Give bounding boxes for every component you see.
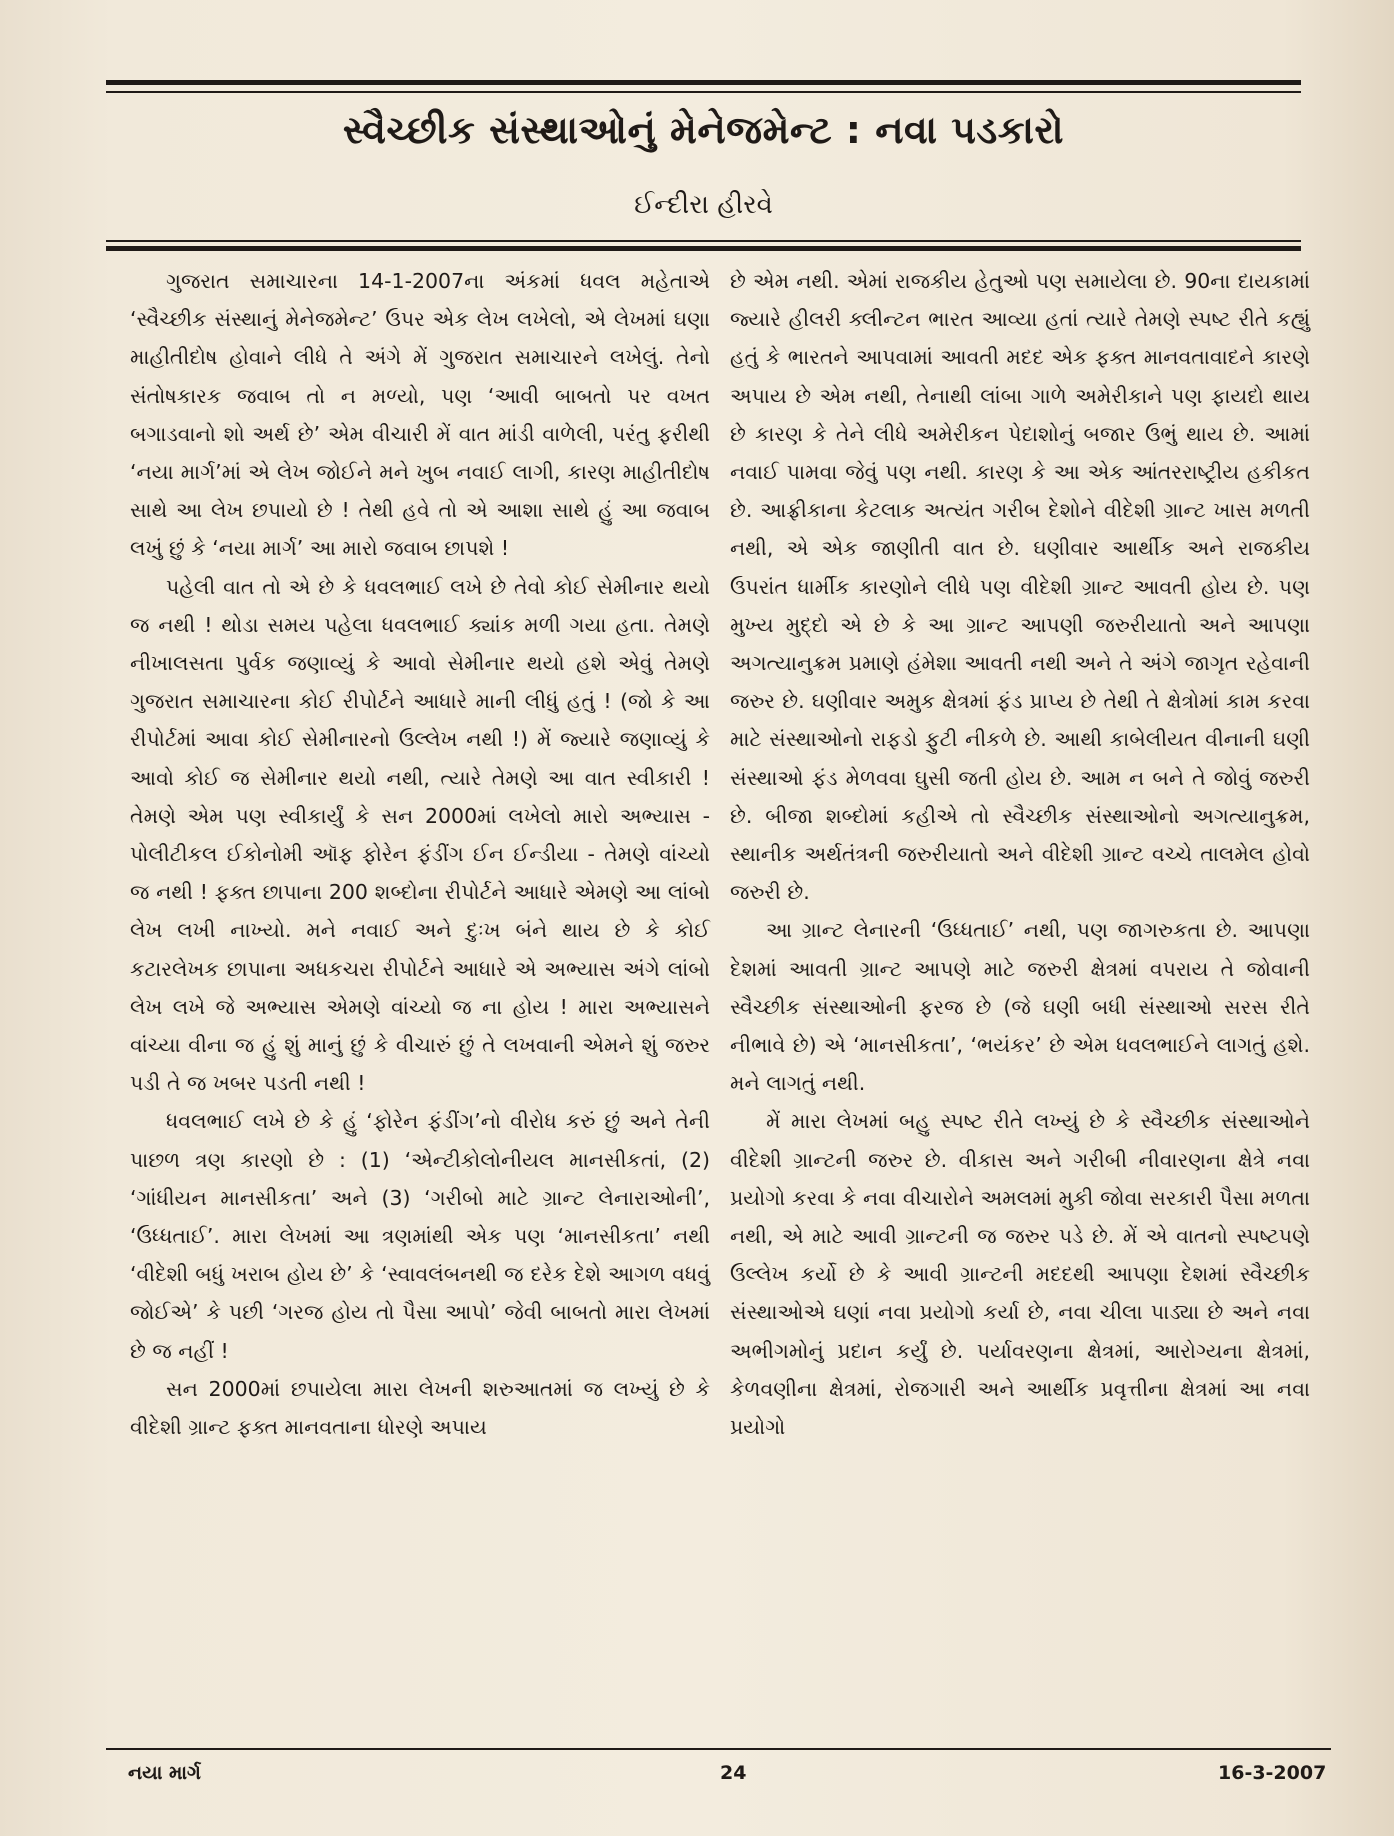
page-number: 24 (720, 1762, 747, 1784)
article-author: ઈન્દીરા હીરવે (634, 190, 773, 220)
header-rule-thin (106, 240, 1301, 242)
top-rule-thick (106, 80, 1301, 85)
footer-date: 16-3-2007 (1218, 1762, 1327, 1784)
paragraph: છે એમ નથી. એમાં રાજકીય હેતુઓ પણ સમાયેલા છે. 90ના દાયકામાં જ્યારે હીલરી ક્લીન્ટન ભારત આવ્યા હતાં ત્યારે તેમણે સ્પષ્ટ રીતે કહ્યું હતું કે ભારતને આપવામાં આવતી મદદ એક ફક્ત માનવતાવાદને કારણે અપાય છે એમ નથી, તેનાથી લાંબા ગાળે અમેરીકાને પણ ફાયદો થાય છે કારણ કે તેને લીધે અમેરીકન પેદાશોનું બજાર ઉભું થાય છે. આમાં નવાઈ પામવા જેવું પણ નથી. કારણ કે આ એક આંતરરાષ્ટ્રીય હકીકત છે. આફ્રીકાના કેટલાક અત્યંત ગરીબ દેશોને વીદેશી ગ્રાન્ટ ખાસ મળતી નથી, એ એક જાણીતી વાત છે. ઘણીવાર આર્થીક અને રાજકીય ઉપરાંત ધાર્મીક કારણોને લીધે પણ વીદેશી ગ્રાન્ટ આવતી હોય છે. પણ મુખ્ય મુદ્દો એ છે કે આ ગ્રાન્ટ આપણી જરુરીયાતો અને આપણા અગત્યાનુક્રમ પ્રમાણે હંમેશા આવતી નથી અને તે અંગે જાગૃત રહેવાની જરુર છે. ઘણીવાર અમુક ક્ષેત્રમાં ફંડ પ્રાપ્ય છે તેથી તે ક્ષેત્રોમાં કામ કરવા માટે સંસ્થાઓનો રાફડો ફુટી નીકળે છે. આથી કાબેલીયત વીનાની ઘણી સંસ્થાઓ ફંડ મેળવવા ઘુસી જતી હોય છે. આમ ન બને તે જોવું જરુરી છે. બીજા શબ્દોમાં કહીએ તો સ્વૈચ્છીક સંસ્થાઓનો અગત્યાનુક્રમ, સ્થાનીક અર્થતંત્રની જરુરીયાતો અને વીદેશી ગ્રાન્ટ વચ્ચે તાલમેલ હોવો જરુરી છે. (730, 269, 1310, 905)
left-column (130, 262, 710, 1446)
header-rule-thick (106, 246, 1301, 251)
right-column (730, 262, 1310, 1446)
footer-publication: નયા માર્ગ (128, 1762, 201, 1784)
footer-rule (106, 1748, 1331, 1750)
paragraph: ગુજરાત સમાચારના 14-1-2007ના અંકમાં ધવલ મહેતાએ ‘સ્વૈચ્છીક સંસ્થાનું મેનેજમેન્ટ’ ઉપર એક લેખ લખેલો, એ લેખમાં ઘણા માહીતીદોષ હોવાને લીધે તે અંગે મેં ગુજરાત સમાચારને લખેલું. તેનો સંતોષકારક જવાબ તો ન મળ્યો, પણ ‘આવી બાબતો પર વખત બગાડવાનો શો અર્થ છે’ એમ વીચારી મેં વાત માંડી વાળેલી, પરંતુ ફરીથી ‘નયા માર્ગ’માં એ લેખ જોઈને મને ખુબ નવાઈ લાગી, કારણ માહીતીદોષ સાથે આ લેખ છપાયો છે ! તેથી હવે તો એ આશા સાથે હું આ જવાબ લખું છું કે ‘નયા માર્ગ’ આ મારો જવાબ છાપશે ! (130, 269, 710, 561)
paragraph: મેં મારા લેખમાં બહુ સ્પષ્ટ રીતે લખ્યું છે કે સ્વૈચ્છીક સંસ્થાઓને વીદેશી ગ્રાન્ટની જરુર છે. વીકાસ અને ગરીબી નીવારણના ક્ષેત્રે નવા પ્રયોગો કરવા કે નવા વીચારોને અમલમાં મુકી જોવા સરકારી પૈસા મળતા નથી, એ માટે આવી ગ્રાન્ટની જ જરુર પડે છે. મેં એ વાતનો સ્પષ્ટપણે ઉલ્લેખ કર્યો છે કે આવી ગ્રાન્ટની મદદથી આપણા દેશમાં સ્વૈચ્છીક સંસ્થાઓએ ઘણાં નવા પ્રયોગો કર્યા છે, નવા ચીલા પાડ્યા છે અને નવા અભીગમોનું પ્રદાન કર્યું છે. પર્યાવરણના ક્ષેત્રમાં, આરોગ્યના ક્ષેત્રમાં, કેળવણીના ક્ષેત્રમાં, રોજગારી અને આર્થીક પ્રવૃત્તીના ક્ષેત્રમાં આ નવા પ્રયોગો (730, 1109, 1310, 1440)
paragraph: સન 2000માં છપાયેલા મારા લેખની શરુઆતમાં જ લખ્યું છે કે વીદેશી ગ્રાન્ટ ફક્ત માનવતાના ધોરણે અપાય (130, 1376, 710, 1440)
paragraph: ધવલભાઈ લખે છે કે હું ‘ફોરેન ફંડીંગ’નો વીરોધ કરું છું અને તેની પાછળ ત્રણ કારણો છે : (1) ‘એન્ટીકોલોનીયલ માનસીકતાં, (2) ‘ગાંધીયન માનસીકતા’ અને (3) ‘ગરીબો માટે ગ્રાન્ટ લેનારાઓની’, ‘ઉધ્ધતાઈ’. મારા લેખમાં આ ત્રણમાંથી એક પણ ‘માનસીકતા’ નથી ‘વીદેશી બધું ખરાબ હોય છે’ કે ‘સ્વાવલંબનથી જ દરેક દેશે આગળ વધવું જોઈએ’ કે પછી ‘ગરજ હોય તો પૈસા આપો’ જેવી બાબતો મારા લેખમાં છે જ નહીં ! (130, 1109, 710, 1363)
paragraph: આ ગ્રાન્ટ લેનારની ‘ઉધ્ધતાઈ’ નથી, પણ જાગરુકતા છે. આપણા દેશમાં આવતી ગ્રાન્ટ આપણે માટે જરુરી ક્ષેત્રમાં વપરાય તે જોવાની સ્વૈચ્છીક સંસ્થાઓની ફરજ છે (જે ઘણી બધી સંસ્થાઓ સરસ રીતે નીભાવે છે) એ ‘માનસીકતા’, ‘ભયંકર’ છે એમ ધવલભાઈને લાગતું હશે. મને લાગતું નથી. (730, 918, 1310, 1096)
article-title: સ્વૈચ્છીક સંસ્થાઓનું મેનેજમેન્ટ : નવા પડકારો (342, 108, 1065, 152)
top-rule-thin (106, 91, 1301, 93)
paragraph: પહેલી વાત તો એ છે કે ધવલભાઈ લખે છે તેવો કોઈ સેમીનાર થયો જ નથી ! થોડા સમય પહેલા ધવલભાઈ ક્યાંક મળી ગયા હતા. તેમણે નીખાલસતા પુર્વક જણાવ્યું કે આવો સેમીનાર થયો હશે એવું તેમણે ગુજરાત સમાચારના કોઈ રીપોર્ટને આધારે માની લીધું હતું ! (જો કે આ રીપોર્ટમાં આવા કોઈ સેમીનારનો ઉલ્લેખ નથી !) મેં જ્યારે જણાવ્યું કે આવો કોઈ જ સેમીનાર થયો નથી, ત્યારે તેમણે આ વાત સ્વીકારી ! તેમણે એમ પણ સ્વીકાર્યું કે સન 2000માં લખેલો મારો અભ્યાસ - પોલીટીકલ ઈકોનોમી ઑફ ફોરેન ફંડીંગ ઈન ઈન્ડીયા - તેમણે વાંચ્યો જ નથી ! ફક્ત છાપાના 200 શબ્દોના રીપોર્ટને આધારે એમણે આ લાંબો લેખ લખી નાખ્યો. મને નવાઈ અને દુઃખ બંને થાય છે કે કોઈ કટારલેખક છાપાના અધકચરા રીપોર્ટને આધારે એ અભ્યાસ અંગે લાંબો લેખ લખે જે અભ્યાસ એમણે વાંચ્યો જ ના હોય ! મારા અભ્યાસને વાંચ્યા વીના જ હું શું માનું છું કે વીચારું છું તે લખવાની એમને શું જરુર પડી તે જ ખબર પડતી નથી ! (130, 574, 710, 1096)
